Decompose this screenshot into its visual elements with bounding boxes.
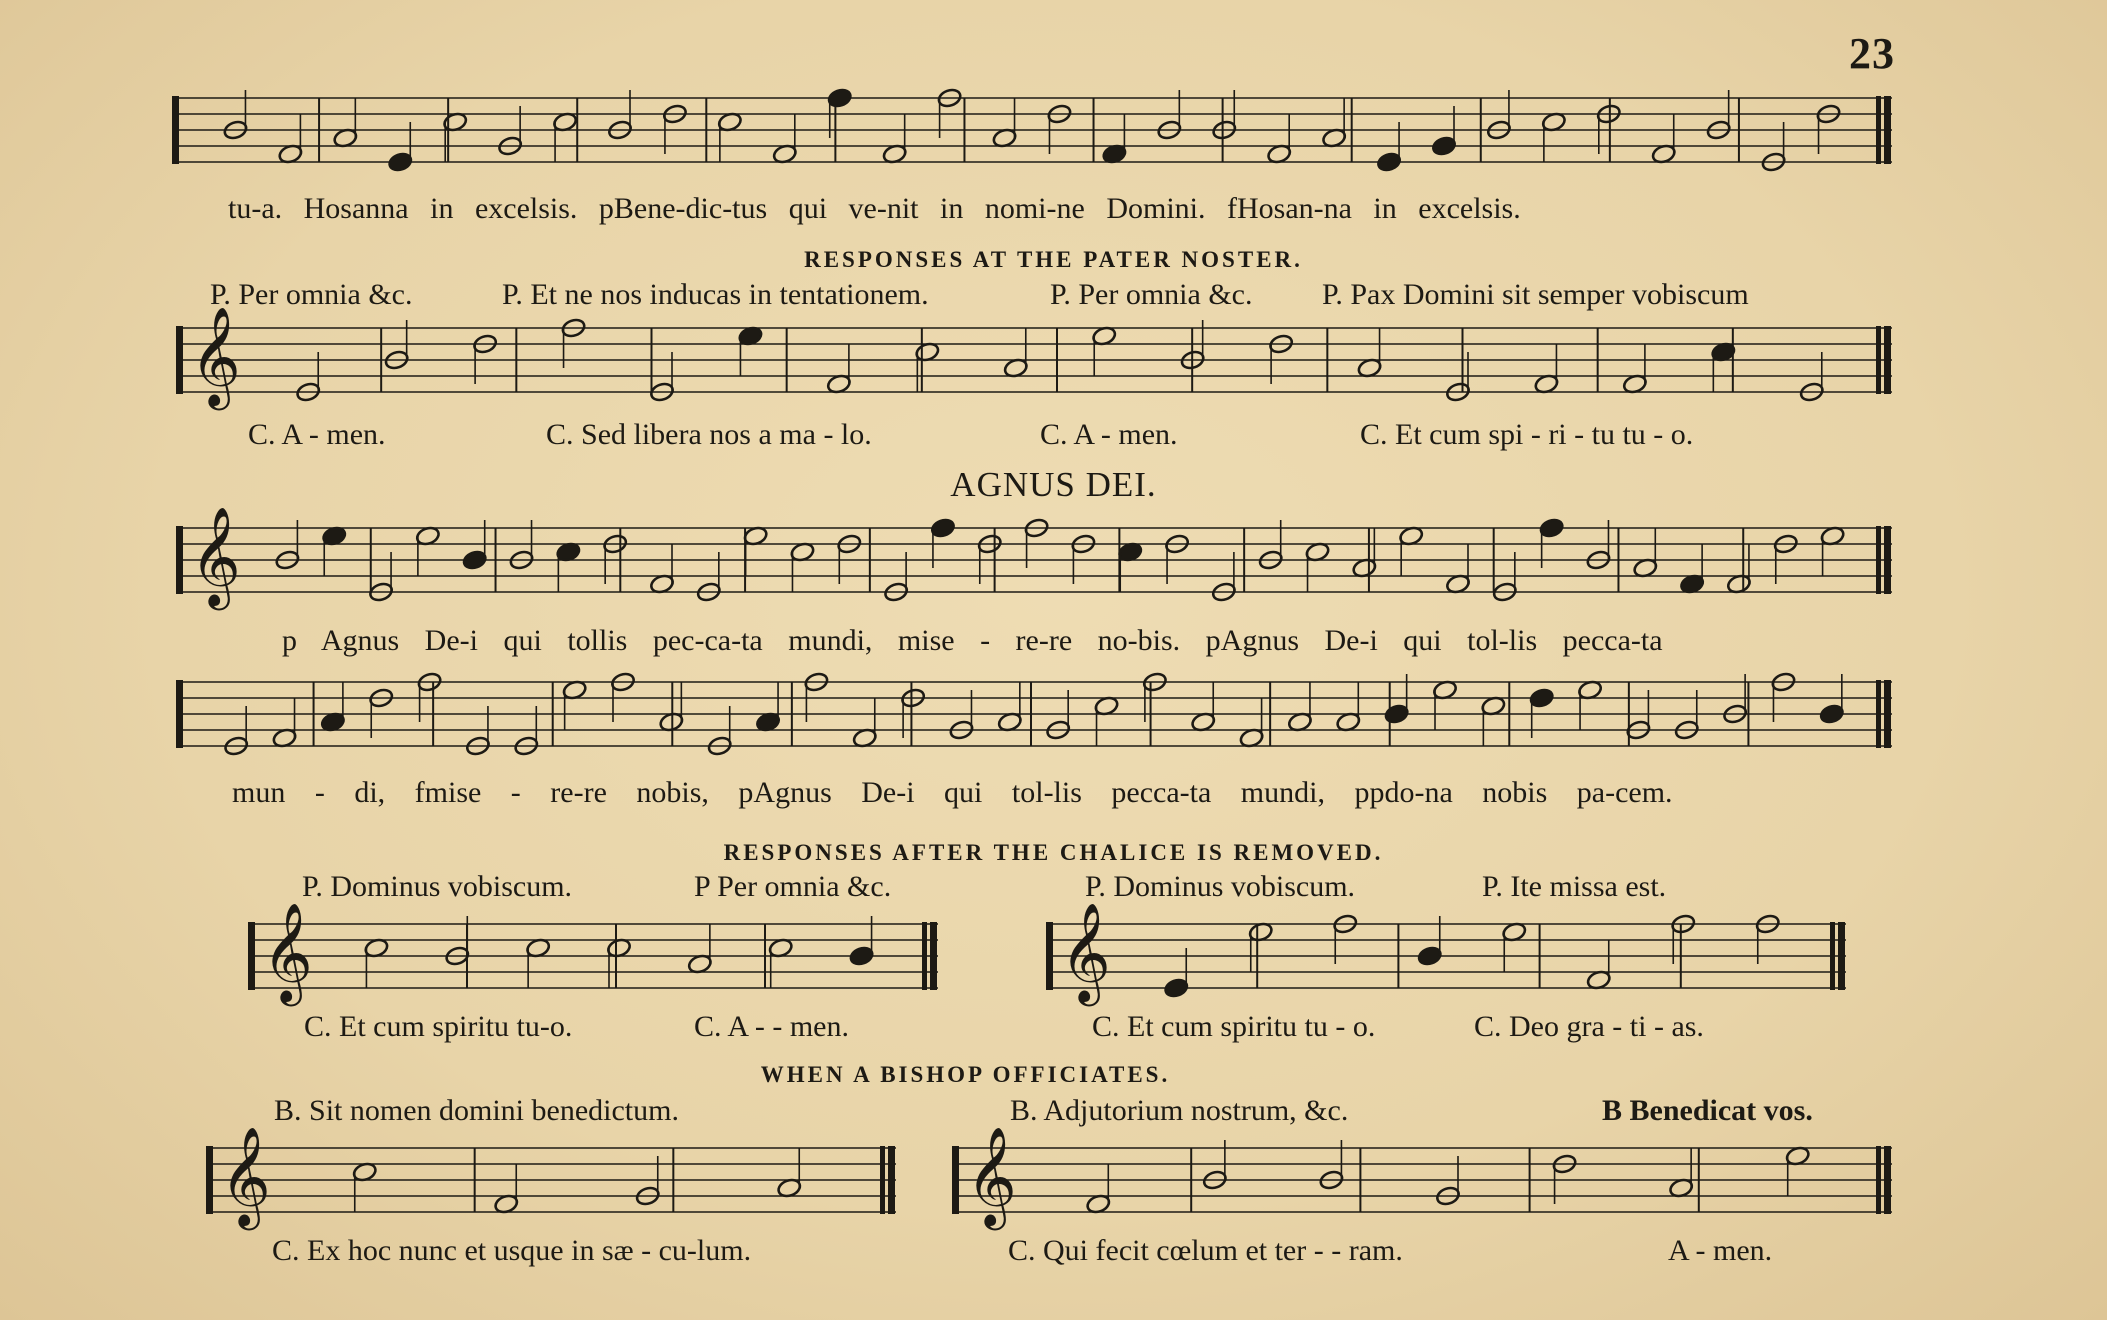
chalice-choir-4: C. Deo gra - ti - as. — [1474, 1010, 1704, 1043]
svg-text:𝄞: 𝄞 — [190, 306, 241, 407]
chalice-choir-3: C. Et cum spiritu tu - o. — [1092, 1010, 1376, 1043]
bishop-choir-3: A - men. — [1668, 1234, 1773, 1267]
pater-choir-4: C. Et cum spi - ri - tu tu - o. — [1360, 418, 1694, 451]
chalice-priest-2: P Per omnia &c. — [694, 870, 892, 903]
chalice-priest-1: P. Dominus vobiscum. — [302, 870, 573, 903]
music-staff-1 — [172, 88, 1892, 174]
bishop-choir-1: C. Ex hoc nunc et usque in sæ - cu-lum. — [272, 1234, 752, 1267]
pater-heading: RESPONSES AT THE PATER NOSTER. — [804, 247, 1303, 272]
page-number: 23 — [1849, 29, 1895, 78]
music-staff-5a — [248, 902, 938, 1003]
music-staff-5b — [1046, 902, 1846, 1003]
agnus-heading: AGNUS DEI. — [950, 465, 1157, 504]
bishop-priest-2: B. Adjutorium nostrum, &c. — [1010, 1094, 1349, 1127]
bishop-choir-2: C. Qui fecit cœlum et ter - - ram. — [1008, 1234, 1403, 1267]
pater-choir-3: C. A - men. — [1040, 418, 1178, 451]
pater-priest-1: P. Per omnia &c. — [210, 278, 413, 311]
agnus-lyrics-1: p Agnus De-i qui tollis pec-ca-ta mundi, mise - re-re no-bis. pAgnus De-i qui tol-lis pecca-ta — [282, 624, 1663, 657]
bishop-heading: WHEN A BISHOP OFFICIATES. — [760, 1062, 1171, 1087]
chalice-priest-4: P. Ite missa est. — [1482, 870, 1667, 903]
bishop-priest-3: B Benedicat vos. — [1602, 1094, 1813, 1127]
svg-text:𝄞: 𝄞 — [262, 902, 313, 1003]
music-staff-3 — [176, 506, 1892, 607]
pater-priest-2: P. Et ne nos inducas in tentationem. — [502, 278, 929, 311]
svg-text:𝄞: 𝄞 — [190, 506, 241, 607]
svg-text:𝄞: 𝄞 — [966, 1126, 1017, 1227]
pater-priest-3: P. Per omnia &c. — [1050, 278, 1253, 311]
pater-priest-4: P. Pax Domini sit semper vobiscum — [1322, 278, 1749, 311]
pater-choir-2: C. Sed libera nos a ma - lo. — [546, 418, 872, 451]
svg-text:𝄞: 𝄞 — [1060, 902, 1111, 1003]
music-staff-6b — [952, 1126, 1892, 1227]
chalice-heading: RESPONSES AFTER THE CHALICE IS REMOVED. — [723, 840, 1384, 865]
music-staff-6a — [206, 1126, 896, 1227]
pater-choir-1: C. A - men. — [248, 418, 386, 451]
bishop-priest-1: B. Sit nomen domini benedictum. — [274, 1094, 679, 1127]
chalice-choir-1: C. Et cum spiritu tu-o. — [304, 1010, 573, 1043]
agnus-lyrics-2: mun - di, fmise - re-re nobis, pAgnus De-i qui tol-lis pecca-ta mundi, ppdo-na nobis pa-cem. — [232, 776, 1673, 809]
music-staff-4 — [176, 672, 1892, 758]
svg-text:𝄞: 𝄞 — [220, 1126, 271, 1227]
staff-1-lyrics: tu-a. Hosanna in excelsis. pBene-dic-tus qui ve-nit in nomi-ne Domini. fHosan-na in excelsis. — [228, 192, 1521, 225]
chalice-choir-2: C. A - - men. — [694, 1010, 849, 1043]
music-staff-2 — [176, 306, 1892, 407]
chalice-priest-3: P. Dominus vobiscum. — [1085, 870, 1356, 903]
